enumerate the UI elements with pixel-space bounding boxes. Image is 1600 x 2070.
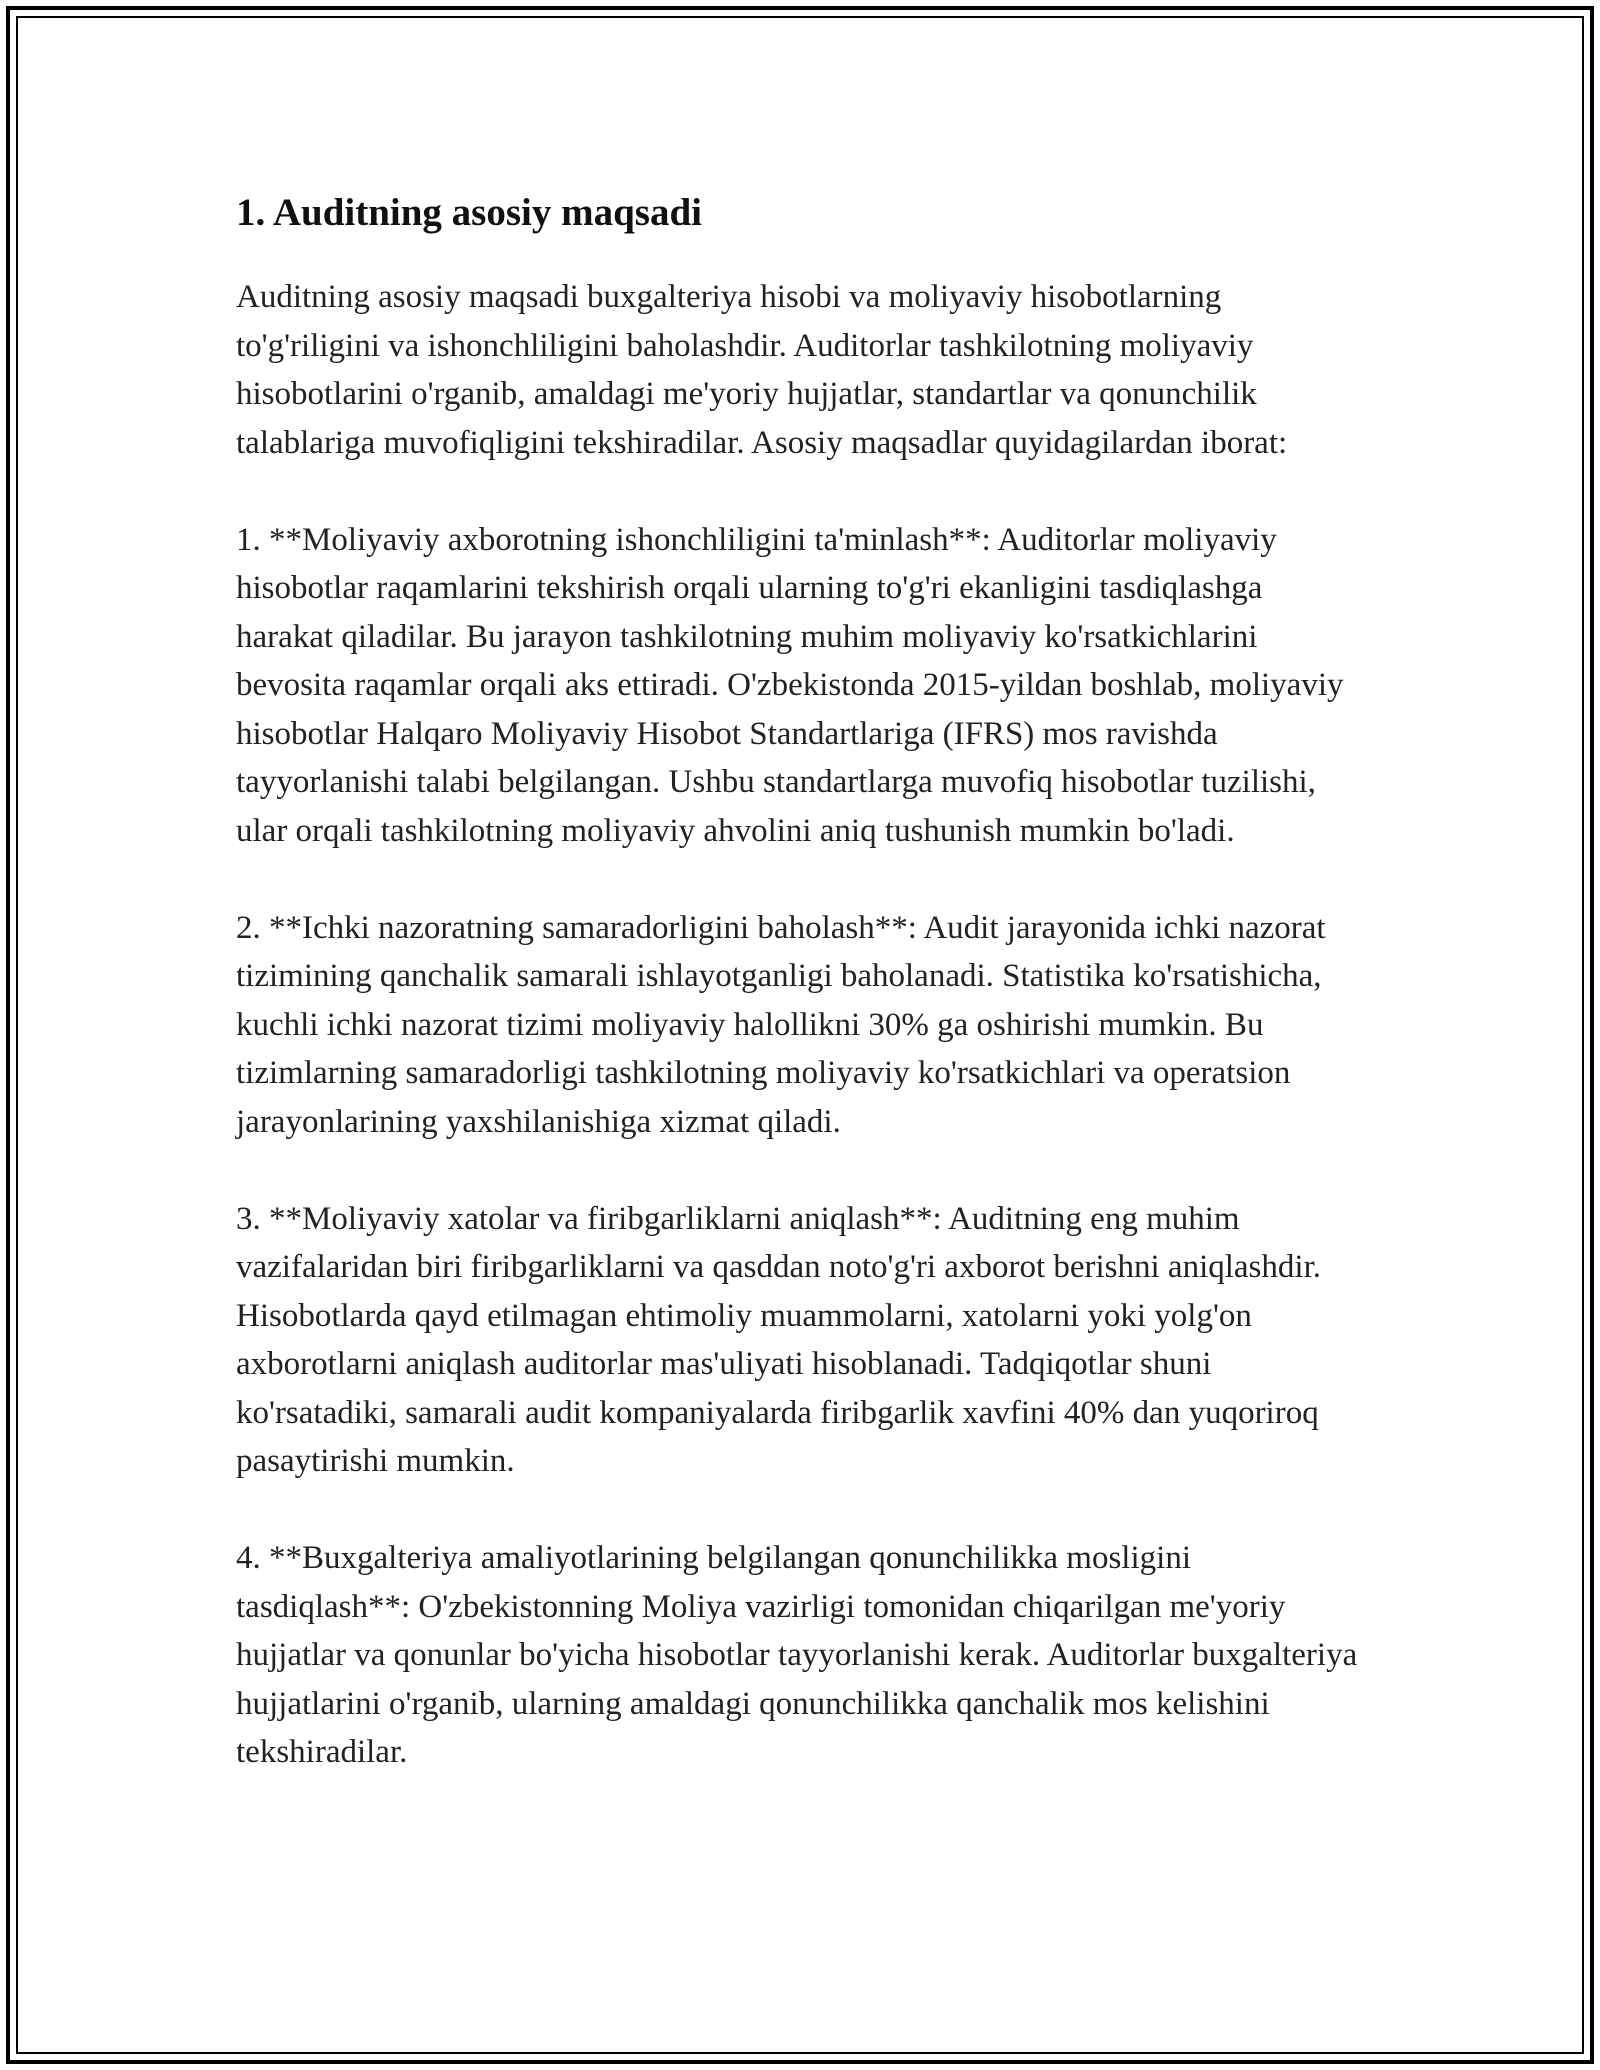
paragraph-item-2: 2. **Ichki nazoratning samaradorligini baholash**: Audit jarayonida ichki nazorat tizimining qanchalik samarali ishlayotganligi baholanadi. Statistika ko'rsatishicha, kuchli ichki nazorat tizimi moliyaviy halollikni 30% ga oshirishi mumkin. Bu tizimlarning samaradorligi tashkilotning moliyaviy ko'rsatkichlari va operatsion jarayonlarining yaxshilanishiga xizmat qiladi. bbox=[236, 909, 1326, 1140]
paragraph-item-3: 3. **Moliyaviy xatolar va firibgarliklarni aniqlash**: Auditning eng muhim vazifalaridan biri firibgarliklarni va qasddan noto'g'ri axborot berishni aniqlashdir. Hisobotlarda qayd etilmagan ehtimoliy muammolarni, xatolarni yoki yolg'on axborotlarni aniqlash auditorlar mas'uliyati hisoblanadi. Tadqiqotlar shuni ko'rsatadiki, samarali audit kompaniyalarda firibgarlik xavfini 40% dan yuqoriroq pasaytirishi mumkin. bbox=[236, 1200, 1321, 1479]
paragraph-intro: Auditning asosiy maqsadi buxgalteriya hisobi va moliyaviy hisobotlarning to'g'riligini va ishonchliligini baholashdir. Auditorlar tashkilotning moliyaviy hisobotlarini o'rganib, amaldagi me'yoriy hujjatlar, standartlar va qonunchilik talablariga muvofiqligini tekshiradilar. Asosiy maqsadlar quyidagilardan iborat: bbox=[236, 279, 1288, 461]
document-body bbox=[236, 185, 1366, 1777]
paragraph-item-4: 4. **Buxgalteriya amaliyotlarining belgilangan qonunchilikka mosligini tasdiqlash**: O'zbekistonning Moliya vazirligi tomonidan chiqarilgan me'yoriy hujjatlar va qonunlar bo'yicha hisobotlar tayyorlanishi kerak. Auditorlar buxgalteriya hujjatlarini o'rganib, ularning amaldagi qonunchilikka qanchalik mos kelishini tekshiradilar. bbox=[236, 1540, 1358, 1770]
section-heading: 1. Auditning asosiy maqsadi bbox=[236, 191, 703, 234]
paragraph-item-1: 1. **Moliyaviy axborotning ishonchliligini ta'minlash**: Auditorlar moliyaviy hisobotlar raqamlarini tekshirish orqali ularning to'g'ri ekanligini tasdiqlashga harakat qiladilar. Bu jarayon tashkilotning muhim moliyaviy ko'rsatkichlarini bevosita raqamlar orqali aks ettiradi. O'zbekistonda 2015-yildan boshlab, moliyaviy hisobotlar Halqaro Moliyaviy Hisobot Standartlariga (IFRS) mos ravishda tayyorlanishi talabi belgilangan. Ushbu standartlarga muvofiq hisobotlar tuzilishi, ular orqali tashkilotning moliyaviy ahvolini aniq tushunish mumkin bo'ladi. bbox=[236, 521, 1344, 849]
